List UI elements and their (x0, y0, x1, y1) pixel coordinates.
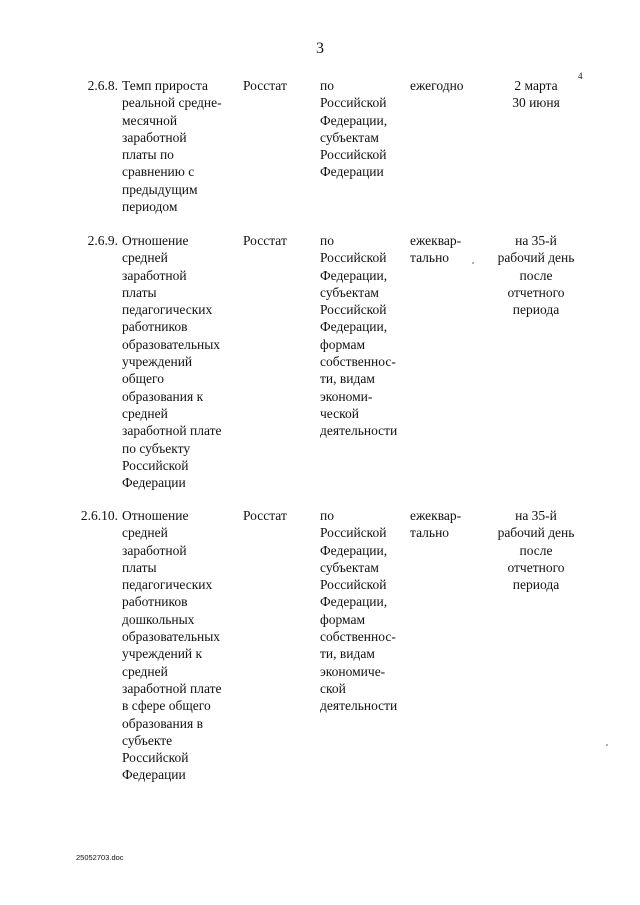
text-line: Российской (320, 302, 387, 318)
detail-level (320, 507, 397, 715)
deadline (486, 507, 586, 593)
text-line: после (519, 542, 553, 558)
text-line: ти, видам (320, 646, 375, 662)
indicator-name (122, 77, 222, 215)
text-line: образовательных (122, 629, 221, 645)
footnote-marker: 4 (578, 71, 583, 81)
text-line: субъектам (320, 129, 379, 145)
text-line: общего (122, 371, 164, 387)
indicator-name (122, 507, 221, 784)
deadline (486, 77, 586, 112)
scan-speck (606, 744, 608, 746)
text-line: Отношение (122, 233, 189, 248)
text-line: Федерации (320, 164, 384, 180)
text-line: реальной средне- (122, 95, 222, 111)
text-line: платы (122, 559, 157, 575)
text-line: экономи- (320, 388, 373, 404)
text-line: собственнос- (320, 354, 396, 370)
text-line: формам (320, 336, 366, 352)
page-number: 3 (316, 40, 324, 57)
detail-level (320, 77, 387, 181)
text-line: субъектам (320, 284, 379, 300)
text-line: предыдущим (122, 181, 198, 197)
text-line: образования к (122, 388, 204, 404)
text-line: собственнос- (320, 629, 396, 645)
text-line: тально (410, 525, 450, 541)
frequency (410, 77, 464, 94)
text-line: заработной (122, 542, 187, 558)
text-line: периодом (122, 199, 178, 215)
text-line: Российской (320, 577, 387, 593)
text-line: средней (122, 525, 168, 541)
text-line: средней (122, 250, 168, 266)
text-line: Федерации, (320, 542, 388, 558)
text-line: педагогических (122, 577, 213, 593)
text-line: Федерации (122, 475, 186, 491)
text-line: ти, видам (320, 371, 375, 387)
data-source: Росстат (243, 508, 287, 523)
text-line: Российской (320, 525, 387, 541)
data-source: Росстат (243, 78, 287, 93)
text-line: Российской (320, 147, 387, 163)
text-line: на 35-й (515, 233, 557, 248)
frequency (410, 507, 461, 542)
text-line: ской (320, 680, 346, 696)
text-line: ежеквар- (410, 233, 462, 248)
frequency (410, 232, 461, 267)
indicator-name (122, 232, 221, 491)
deadline (486, 232, 586, 318)
text-line: учреждений (122, 354, 193, 370)
text-line: заработной (122, 267, 187, 283)
text-line: периода (512, 302, 560, 318)
text-line: 2 марта (514, 78, 558, 93)
text-line: по (320, 508, 334, 523)
text-line: тально (410, 250, 450, 266)
detail-level (320, 232, 397, 440)
text-line: заработной плате (122, 680, 222, 696)
item-number: 2.6.9. (87, 233, 118, 248)
text-line: образовательных (122, 336, 221, 352)
text-line: Федерации (122, 767, 186, 783)
text-line: Российской (122, 750, 189, 766)
text-line: платы (122, 284, 157, 300)
text-line: субъекте (122, 732, 173, 748)
text-line: после (519, 267, 553, 283)
text-line: отчетного (507, 559, 565, 575)
text-line: периода (512, 577, 560, 593)
text-line: ежеквар- (410, 508, 462, 523)
text-line: заработной (122, 129, 187, 145)
text-line: субъектам (320, 559, 379, 575)
text-line: 30 июня (512, 95, 560, 111)
text-line: Темп прироста (122, 78, 208, 93)
text-line: дошкольных (122, 611, 195, 627)
text-line: по субъекту (122, 440, 191, 456)
text-line: в сфере общего (122, 698, 211, 714)
text-line: средней (122, 405, 168, 421)
text-line: деятельности (320, 423, 398, 439)
text-line: по (320, 233, 334, 248)
text-line: ческой (320, 405, 359, 421)
text-line: Российской (320, 250, 387, 266)
text-line: Российской (320, 95, 387, 111)
text-line: рабочий день (497, 250, 575, 266)
text-line: Федерации, (320, 112, 388, 128)
text-line: платы по (122, 147, 174, 163)
scan-speck (472, 262, 474, 264)
text-line: педагогических (122, 302, 213, 318)
text-line: Федерации, (320, 267, 388, 283)
text-line: сравнению с (122, 164, 195, 180)
text-line: отчетного (507, 284, 565, 300)
text-line: по (320, 78, 334, 93)
text-line: средней (122, 663, 168, 679)
item-number: 2.6.10. (80, 508, 118, 523)
text-line: деятельности (320, 698, 398, 714)
text-line: месячной (122, 112, 178, 128)
document-id: 25052703.doc (76, 853, 124, 862)
text-line: на 35-й (515, 508, 557, 523)
text-line: заработной плате (122, 423, 222, 439)
text-line: работников (122, 594, 188, 610)
text-line: работников (122, 319, 188, 335)
text-line: Федерации, (320, 319, 388, 335)
item-number: 2.6.8. (87, 78, 118, 93)
text-line: формам (320, 611, 366, 627)
text-line: образования в (122, 715, 203, 731)
text-line: Отношение (122, 508, 189, 523)
text-line: ежегодно (410, 78, 464, 93)
text-line: учреждений к (122, 646, 203, 662)
data-source: Росстат (243, 233, 287, 248)
text-line: рабочий день (497, 525, 575, 541)
text-line: Федерации, (320, 594, 388, 610)
text-line: экономиче- (320, 663, 386, 679)
text-line: Российской (122, 457, 189, 473)
